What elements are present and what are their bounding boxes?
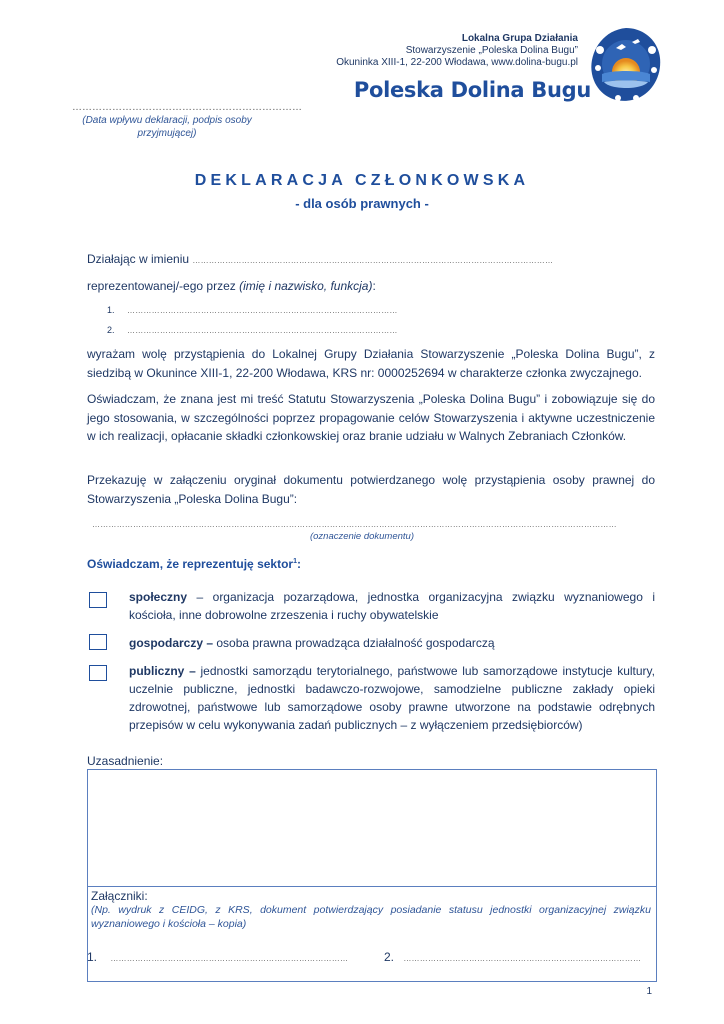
receipt-dots: ……………………………………………………………: [72, 102, 302, 113]
attachment-paragraph: Przekazuję w załączeniu oryginał dokumentu potwierdzanego wolę przystąpienia osoby prawnej do Stowarzyszenia „Poleska Dolina Bugu”:: [87, 473, 655, 506]
sector-heading-colon: :: [297, 557, 301, 571]
representative-1: [107, 305, 398, 315]
representative-number: 2.: [107, 325, 115, 335]
sector-public-checkbox[interactable]: [89, 665, 107, 681]
represented-colon: :: [372, 279, 376, 293]
org-name: Stowarzyszenie „Poleska Dolina Bugu”: [405, 45, 578, 56]
declaration-paragraph: wyrażam wolę przystąpienia do Lokalnej Grupy Działania Stowarzyszenie „Poleska Dolina Bugu”, z siedzibą w Okunince XIII-1, 22-200 Włodawa, KRS nr: 0000252694 w charakterze członka zwyczajnego.: [87, 347, 655, 380]
receipt-signature-block: [72, 101, 302, 140]
lgd-logo-icon: [588, 24, 664, 104]
acting-label: Działając w imieniu: [87, 252, 190, 266]
brand-name: Poleska Dolina Bugu: [353, 78, 591, 102]
attachments-label: Załączniki:: [91, 889, 148, 903]
box-divider: [87, 886, 657, 887]
sector-description: organizacja pozarządowa, jednostka organizacyjna związku wyznaniowego i kościoła, inne dobrowolne zrzeszenia i ruchy obywatelskie: [129, 590, 655, 622]
attachment-field[interactable]: ……………………………………………………………………………: [110, 954, 349, 963]
sector-name: publiczny –: [129, 664, 196, 678]
attachment-number: 2.: [384, 950, 395, 964]
page-number: 1: [646, 986, 652, 997]
receipt-caption: (Data wpływu deklaracji, podpis osoby przyjmującej): [82, 115, 252, 139]
represented-label: reprezentowanej/-ego przez: [87, 279, 236, 293]
justification-label: Uzasadnienie:: [87, 754, 164, 768]
org-address: Okuninka XIII-1, 22-200 Włodawa, www.dolina-bugu.pl: [336, 57, 578, 68]
representative-field[interactable]: ………………………………………………………………………………………: [127, 306, 398, 315]
document-title: DEKLARACJA CZŁONKOWSKA: [194, 172, 530, 189]
organization-header: [336, 33, 578, 69]
sector-public-option: [129, 662, 655, 734]
represented-line: [87, 277, 376, 295]
attachments-hint: (Np. wydruk z CEIDG, z KRS, dokument potwierdzający posiadanie statusu jednostki organizacyjnej związku wyznaniowego i kościoła – kopia): [91, 904, 651, 930]
sector-economic-checkbox[interactable]: [89, 634, 107, 650]
sector-social-checkbox[interactable]: [89, 592, 107, 608]
representative-field[interactable]: ………………………………………………………………………………………: [127, 326, 398, 335]
attachment-1: [87, 950, 348, 964]
acting-on-behalf-line: [87, 250, 553, 270]
representative-2: [107, 325, 398, 335]
footnote-marker: 1: [293, 558, 297, 565]
statute-paragraph: Oświadczam, że znana jest mi treść Statutu Stowarzyszenia „Poleska Dolina Bugu” i zobowiązuje się do jego stosowania, w szczególności poprzez propagowanie celów Stowarzyszenia i aktywne uczestniczenie w ich realizacji, opłacanie składki członkowskiej oraz branie udziału w Walnych Zebraniach Członków.: [87, 392, 655, 443]
document-designation-caption: (oznaczenie dokumentu): [309, 531, 415, 542]
sector-heading: [87, 557, 301, 571]
acting-field[interactable]: ……………………………………………………………………………………………………………………: [192, 256, 554, 265]
sector-social-option: [129, 588, 655, 624]
representative-number: 1.: [107, 305, 115, 315]
document-subtitle: - dla osób prawnych -: [295, 196, 429, 211]
sector-description: jednostki samorządu terytorialnego, państwowe lub samorządowe instytucje kultury, uczelnie publiczne, jednostki badawczo-rozwojowe, samodzielne publiczne zakłady opieki zdrowotnej, państwowe lub samorządowe osoby prawne utworzone na podstawie odrębnych przepisów w celu wykonywania zadań publicznych – z wyłączeniem przedsiębiorców): [129, 664, 655, 732]
sector-economic-option: [129, 634, 655, 652]
sector-description: osoba prawna prowadząca działalność gospodarczą: [216, 636, 495, 650]
org-title: Lokalna Grupa Działania: [461, 33, 578, 44]
sector-heading-text: Oświadczam, że reprezentuję sektor: [87, 557, 294, 571]
sector-name: społeczny: [129, 590, 188, 604]
attachment-number: 1.: [87, 950, 98, 964]
document-designation-field[interactable]: …………………………………………………………………………………………………………………………………………………………………………: [92, 520, 617, 529]
sector-name: gospodarczy –: [129, 636, 214, 650]
represented-hint: (imię i nazwisko, funkcja): [239, 279, 373, 293]
attachment-field[interactable]: ……………………………………………………………………………: [403, 954, 642, 963]
sector-separator: –: [187, 590, 213, 604]
attachment-2: [384, 950, 641, 964]
